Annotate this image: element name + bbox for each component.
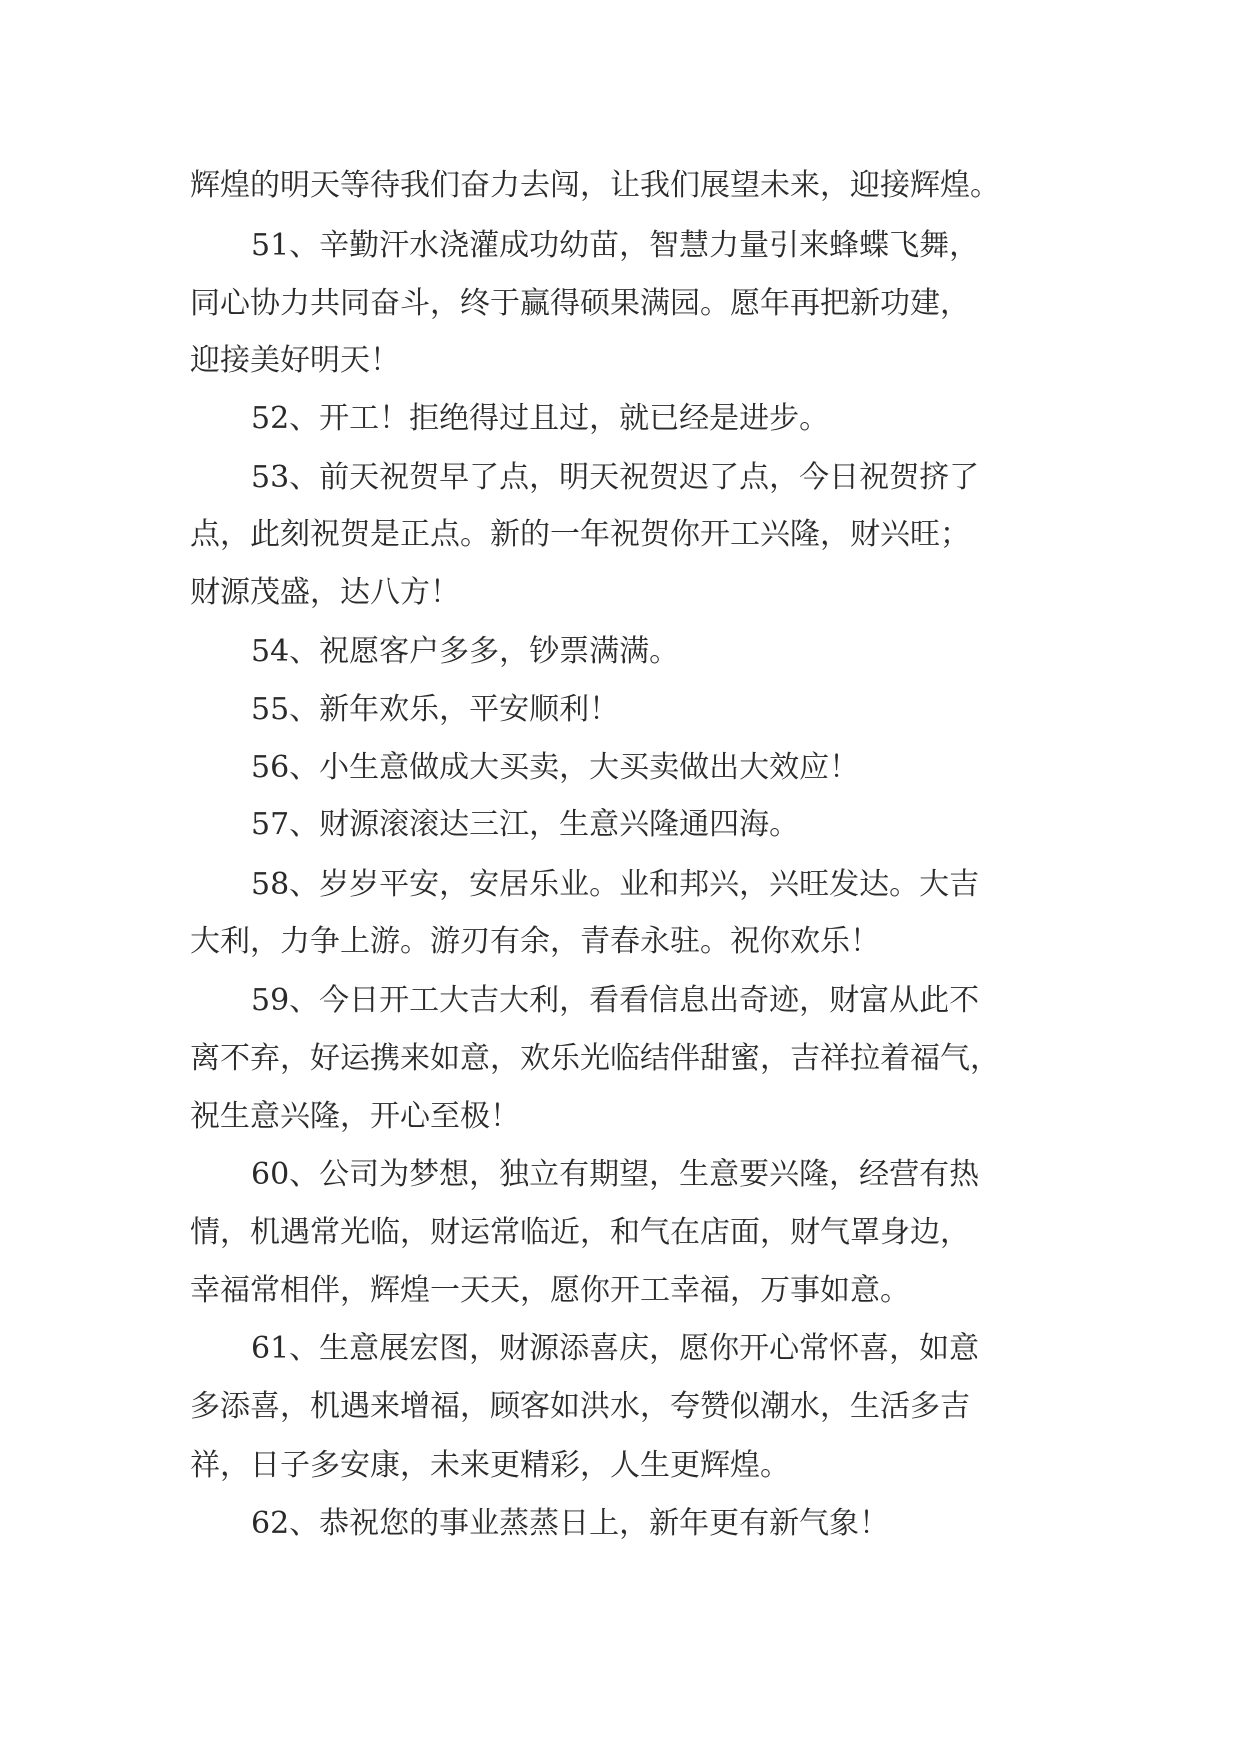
text-line: 迎接美好明天！ — [190, 343, 400, 378]
text-line: 祝生意兴隆，开心至极！ — [190, 1099, 520, 1134]
text-line: 多添喜，机遇来增福，顾客如洪水，夸赞似潮水，生活多吉 — [190, 1389, 970, 1424]
text-line: 53、前天祝贺早了点，明天祝贺迟了点，今日祝贺挤了 — [251, 460, 980, 495]
text-line: 同心协力共同奋斗，终于赢得硕果满园。愿年再把新功建， — [190, 286, 970, 321]
text-line: 祥，日子多安康，未来更精彩，人生更辉煌。 — [190, 1448, 790, 1483]
text-line: 52、开工！拒绝得过且过，就已经是进步。 — [251, 401, 830, 436]
text-line: 56、小生意做成大买卖，大买卖做出大效应！ — [251, 750, 860, 785]
text-line: 辉煌的明天等待我们奋力去闯，让我们展望未来，迎接辉煌。 — [190, 168, 1000, 203]
text-line: 点，此刻祝贺是正点。新的一年祝贺你开工兴隆，财兴旺； — [190, 517, 970, 552]
text-line: 大利，力争上游。游刃有余，青春永驻。祝你欢乐！ — [190, 924, 880, 959]
text-line: 离不弃，好运携来如意，欢乐光临结伴甜蜜，吉祥拉着福气， — [190, 1041, 1000, 1076]
text-line: 59、今日开工大吉大利，看看信息出奇迹，财富从此不 — [251, 983, 980, 1018]
text-line: 57、财源滚滚达三江，生意兴隆通四海。 — [251, 807, 800, 842]
text-line: 情，机遇常光临，财运常临近，和气在店面，财气罩身边， — [190, 1215, 970, 1250]
text-line: 58、岁岁平安，安居乐业。业和邦兴，兴旺发达。大吉 — [251, 867, 980, 902]
text-line: 财源茂盛，达八方！ — [190, 575, 460, 610]
text-line: 61、生意展宏图，财源添喜庆，愿你开心常怀喜，如意 — [251, 1331, 980, 1366]
text-line: 幸福常相伴，辉煌一天天，愿你开工幸福，万事如意。 — [190, 1273, 910, 1308]
text-line: 60、公司为梦想，独立有期望，生意要兴隆，经营有热 — [251, 1157, 980, 1192]
text-line: 55、新年欢乐，平安顺利！ — [251, 692, 620, 727]
text-line: 62、恭祝您的事业蒸蒸日上，新年更有新气象！ — [251, 1506, 890, 1541]
text-line: 54、祝愿客户多多，钞票满满。 — [251, 634, 680, 669]
text-line: 51、辛勤汗水浇灌成功幼苗，智慧力量引来蜂蝶飞舞， — [251, 228, 980, 263]
